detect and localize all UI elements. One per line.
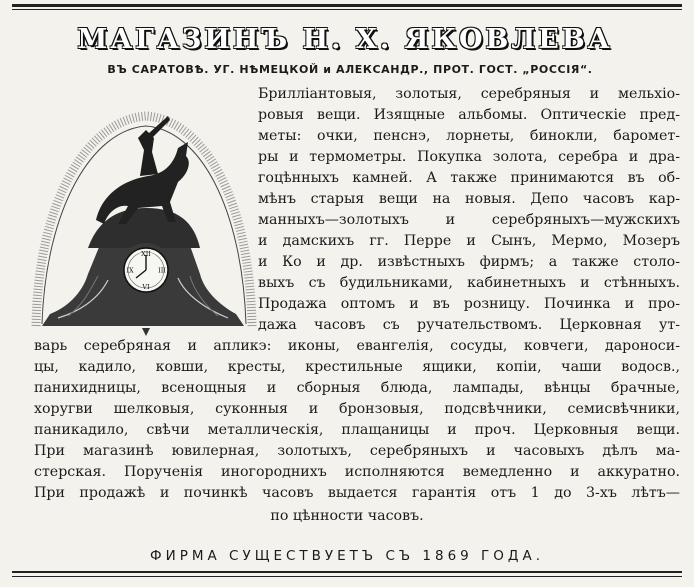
body-line: Брилліантовыя, золотыя, серебряныя и мельхіо- [258, 86, 680, 102]
body-line: и Ко и др. извѣстныхъ фирмъ; а также столо- [258, 254, 680, 270]
top-double-rule [12, 4, 682, 7]
body-line: ровыя вещи. Изящные альбомы. Оптическіе пред- [258, 107, 680, 123]
body-line: по цѣнности часовъ. [270, 508, 424, 524]
body-line: При магазинѣ ювилерная, золотыхъ, серебряныхъ и часовыхъ дѣлъ ма- [34, 443, 680, 459]
body-line: стерская. Порученія иногороднихъ исполняются вемедленно и аккуратно. [34, 464, 680, 480]
body-line: ры и термометры. Покупка золота, серебра и дра- [258, 149, 680, 165]
body-line: При продажѣ и починкѣ часовъ выдается гарантія отъ 1 до 3-хъ лѣтъ— [34, 485, 680, 501]
svg-text:VI: VI [142, 283, 150, 291]
body-line: цы, кадило, ковши, кресты, крестильные ящики, копіи, чаши водосв., [34, 359, 680, 375]
svg-text:IX: IX [126, 266, 134, 275]
body-line: манныхъ—золотыхъ и серебряныхъ—мужскихъ [258, 212, 680, 228]
body-line: меты: очки, пенснэ, лорнеты, бинокли, баромет- [258, 128, 680, 144]
body-line: панихидницы, всенощныя и сборныя блюда, лампады, вѣнцы брачные, [34, 380, 680, 396]
top-thin-rule [12, 9, 682, 10]
shop-address: ВЪ САРАТОВѢ. УГ. НѢМЕЦКОЙ и АЛЕКСАНДР., ПРОТ. ГОСТ. „РОССІЯ“. [107, 63, 593, 76]
shop-title: МАГАЗИНЪ Н. Х. ЯКОВЛЕВА [77, 24, 613, 55]
svg-text:III: III [158, 266, 166, 275]
body-line: мѣнъ старыя вещи на новыя. Депо часовъ кар- [258, 191, 680, 207]
body-line: и дамскихъ гг. Перре и Сынъ, Мермо, Мозеръ [258, 233, 680, 249]
body-line: варь серебряная и апликэ: иконы, евангелія, сосуды, ковчеги, дароноси- [34, 338, 680, 354]
body-line: хоругви шелковыя, суконныя и бронзовыя, подсвѣчники, семисвѣчники, [34, 401, 680, 417]
body-line: дажа часовъ съ ручательствомъ. Церковная ут- [258, 317, 680, 333]
svg-text:XII: XII [141, 250, 151, 258]
body-line: паникадило, свѣчи металлическія, плащаницы и проч. Церковныя вещи. [34, 422, 680, 438]
mantel-clock-equestrian-statue-icon [28, 90, 258, 340]
body-line: гоцѣнныхъ камней. А также принимаются въ об- [258, 170, 680, 186]
bottom-double-rule [12, 571, 682, 573]
body-line: Продажа оптомъ и въ розницу. Починка и про- [258, 296, 680, 312]
bottom-thin-rule [12, 576, 682, 577]
firm-established-footer: ФИРМА СУЩЕСТВУЕТЪ СЪ 1869 ГОДА. [150, 548, 544, 564]
body-line: выхъ съ будильниками, кабинетныхъ и стѣнныхъ. [258, 275, 680, 291]
